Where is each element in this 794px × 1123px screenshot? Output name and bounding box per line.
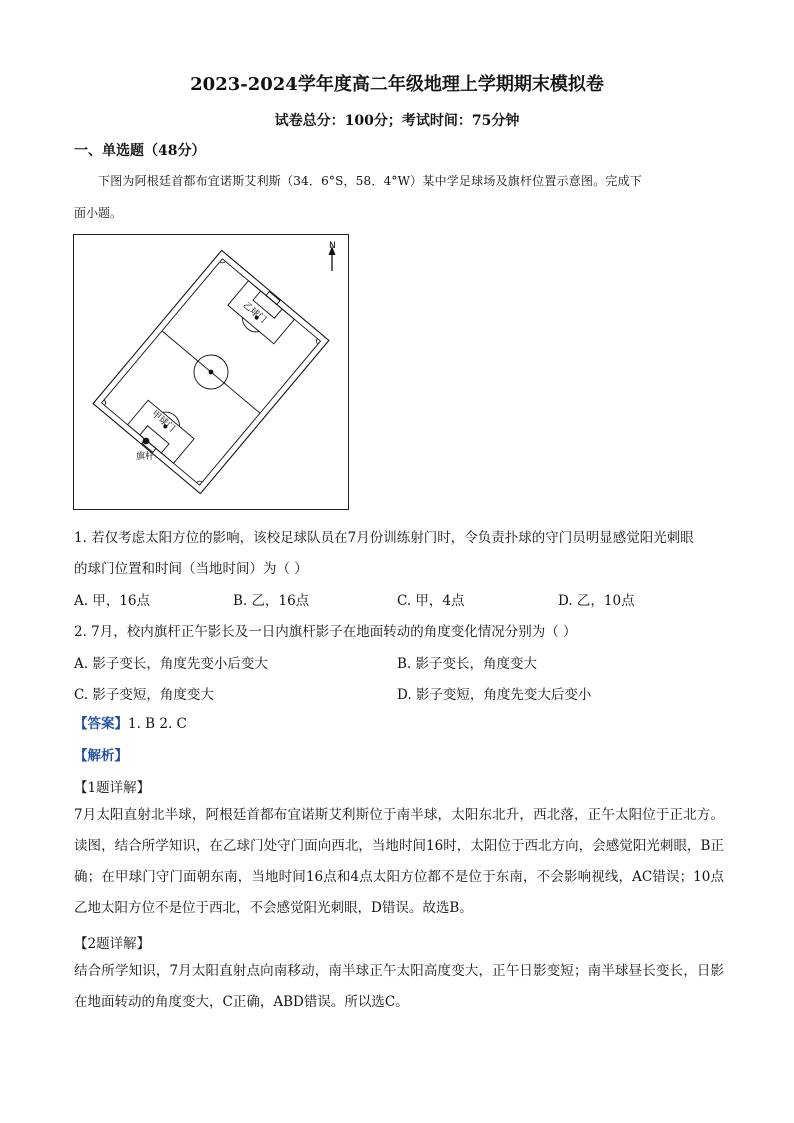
detail-2-label: 【2题详解】 bbox=[74, 936, 151, 952]
question-1-option-b: B. 乙，16点 bbox=[233, 593, 310, 609]
detail-2-text: 结合所学知识，7月太阳直射点向南移动，南半球正午太阳高度变大，正午日影变短；南半球昼长变长，日影在地面转动的角度变大，C正确，ABD错误。所以选C。 bbox=[74, 963, 724, 1010]
question-1-option-c: C. 甲，4点 bbox=[397, 593, 465, 609]
field-diagram bbox=[74, 235, 348, 509]
question-2-option-c: C. 影子变短，角度变大 bbox=[74, 687, 214, 703]
answer-label: 【答案】 bbox=[74, 716, 128, 732]
intro-line-1: 下图为阿根廷首都布宜诺斯艾利斯（34．6°S，58．4°W）某中学足球场及旗杆位置示意图。完成下 bbox=[98, 174, 642, 188]
intro-line-2: 面小题。 bbox=[74, 206, 123, 220]
north-label: N bbox=[329, 241, 336, 251]
football-pitch bbox=[93, 250, 329, 493]
flagpole-marker bbox=[143, 438, 150, 445]
question-2-stem: 2. 7月，校内旗杆正午影长及一日内旗杆影子在地面转动的角度变化情况分别为（ ） bbox=[74, 624, 577, 640]
detail-1-label: 【1题详解】 bbox=[74, 780, 151, 796]
analysis-label: 【解析】 bbox=[74, 748, 128, 764]
answer-line bbox=[74, 712, 187, 732]
goal-a-label: 甲球门 bbox=[149, 409, 177, 435]
section-heading: 一、单选题（48分） bbox=[74, 143, 206, 159]
question-1-option-d: D. 乙，10点 bbox=[558, 593, 635, 609]
flagpole-label: 旗杆 bbox=[136, 452, 155, 462]
question-1-option-a: A. 甲，16点 bbox=[74, 593, 151, 609]
exam-info: 试卷总分：100分；考试时间：75分钟 bbox=[274, 113, 520, 129]
detail-1-text: 7月太阳直射北半球，阿根廷首都布宜诺斯艾利斯位于南半球，太阳东北升，西北落，正午太阳位于正北方。读图，结合所学知识，在乙球门处守门面向西北，当地时间16时，太阳位于西北方向，会感觉阳光刺眼，B正确；在甲球门守门面朝东南，当地时间16点和4点太阳方位都不是位于东南，不会影响视线，AC错误；10点乙地太阳方位不是位于西北，不会感觉阳光刺眼，D错误。故选B。 bbox=[74, 807, 724, 916]
answer-text: 1. B 2. C bbox=[128, 716, 187, 732]
question-2-option-d: D. 影子变短，角度先变大后变小 bbox=[397, 687, 592, 703]
football-field-figure bbox=[73, 234, 349, 510]
page-title: 2023-2024学年度高二年级地理上学期期末模拟卷 bbox=[190, 74, 604, 95]
question-2-option-b: B. 影子变长，角度变大 bbox=[397, 656, 538, 672]
question-1-stem-line-1: 1. 若仅考虑太阳方位的影响，该校足球队员在7月份训练射门时，令负责扑球的守门员明显感觉阳光刺眼 bbox=[74, 530, 694, 546]
question-2-option-a: A. 影子变长，角度先变小后变大 bbox=[74, 656, 268, 672]
question-1-stem-line-2: 的球门位置和时间（当地时间）为（ ） bbox=[74, 561, 308, 577]
goal-b-label: 乙球门 bbox=[240, 300, 268, 326]
